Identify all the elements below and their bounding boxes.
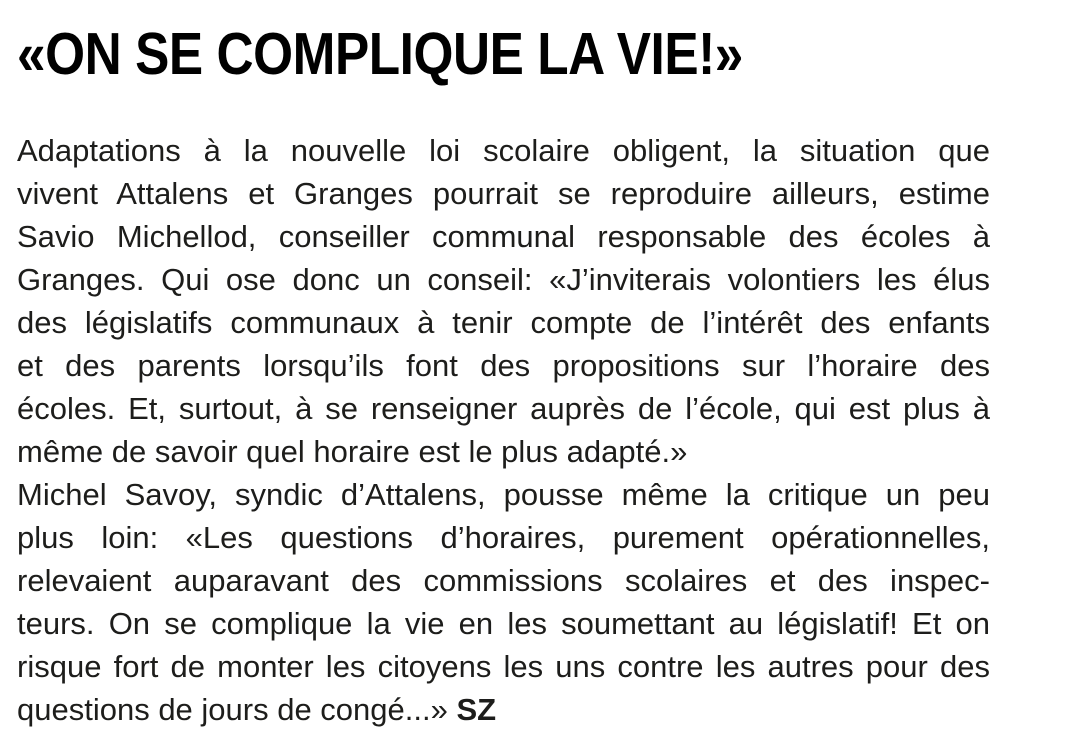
article-line: des législatifs communaux à tenir compte de l’intérêt des enfants [17, 305, 990, 340]
article-line: Savio Michellod, conseiller communal responsable des écoles à [17, 219, 990, 254]
article-line: Michel Savoy, syndic d’Attalens, pousse même la critique un peu [17, 477, 990, 512]
article-line: relevaient auparavant des commissions scolaires et des inspec- [17, 563, 990, 598]
article-line-paragraph-end: même de savoir quel horaire est le plus adapté.» [17, 434, 688, 469]
article-headline [17, 21, 990, 87]
article-line: vivent Attalens et Granges pourrait se reproduire ailleurs, estime [17, 176, 990, 211]
article-headline-text: «ON SE COMPLIQUE LA VIE!» [17, 21, 743, 87]
article-line: écoles. Et, surtout, à se renseigner auprès de l’école, qui est plus à [17, 391, 990, 426]
article-line: risque fort de monter les citoyens les uns contre les autres pour des [17, 649, 990, 684]
article-line-text: questions de jours de congé...» [17, 692, 457, 727]
article-body [17, 129, 990, 731]
article-line: teurs. On se complique la vie en les soumettant au législatif! Et on [17, 606, 990, 641]
author-initials: SZ [456, 692, 497, 727]
article-line-last [17, 688, 990, 731]
article-line: plus loin: «Les questions d’horaires, purement opérationnelles, [17, 520, 990, 555]
article-line: et des parents lorsqu’ils font des propositions sur l’horaire des [17, 348, 990, 383]
article-line: Adaptations à la nouvelle loi scolaire obligent, la situation que [17, 133, 990, 168]
article-line: Granges. Qui ose donc un conseil: «J’inviterais volontiers les élus [17, 262, 990, 297]
